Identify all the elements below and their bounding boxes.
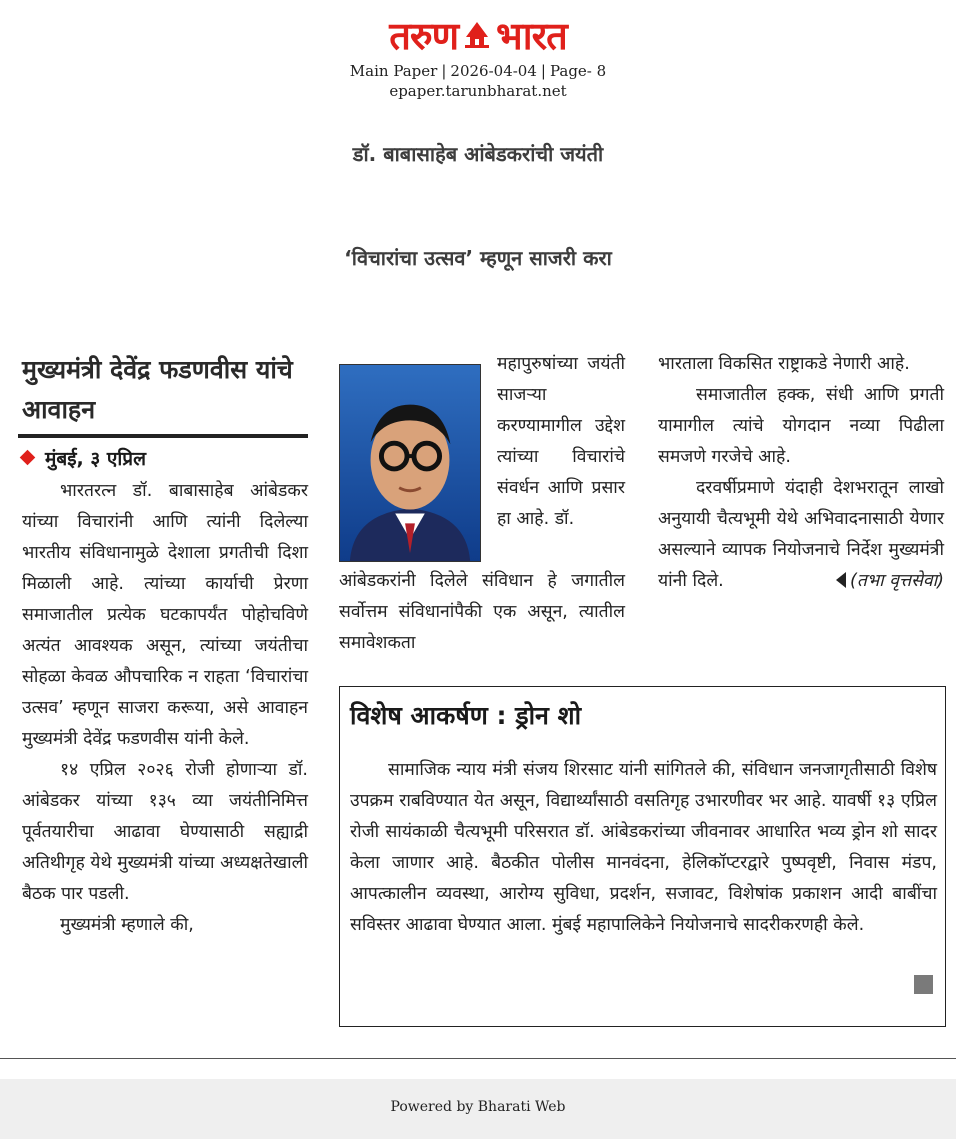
article-column-1 [22,476,308,941]
paragraph: भारताला विकसित राष्ट्राकडे नेणारी आहे. [658,354,910,374]
headline-line-1: डॉ. बाबासाहेब आंबेडकरांची जयंती [352,142,604,166]
article-column-3 [658,349,944,597]
credit-text: (तभा वृत्तसेवा) [850,571,944,591]
article-column-2-top: महापुरुषांच्या जयंती साजऱ्या करण्यामागील उद्देश त्यांच्या विचारांचे संवर्धन आणि प्रसार हा आहे. डॉ. [497,354,625,529]
article-column-2-bottom: आंबेडकरांनी दिलेले संविधान हे जगातील सर्वोत्तम संविधानांपैकी एक असून, त्यातील समावेशकता [339,571,625,653]
paragraph: सामाजिक न्याय मंत्री संजय शिरसाट यांनी सांगितले की, संविधान जनजागृतीसाठी विशेष उपक्रम राबविण्यात येत असून, विद्यार्थ्यांसाठी वसतिगृह उभारणीवर भर आहे. यावर्षी १३ एप्रिल रोजी सायंकाळी चैत्यभूमी परिसरात डॉ. आंबेडकरांच्या जीवनावर आधारित भव्य ड्रोन शो सादर केला जाणार आहे. बैठकीत पोलीस मानवंदना, हेलिकॉप्टरद्वारे पुष्पवृष्टी, निवास मंडप, आपत्कालीन व्यवस्था, आरोग्य सुविधा, प्रदर्शन, सजावट, विशेषांक प्रकाशन आदी बाबींचा सविस्तर आढावा घेण्यात आला. मुंबई महापालिकेने नियोजनाचे सादरीकरणही केले. [350,760,937,935]
paragraph: समाजातील हक्क, संधी आणि प्रगती यामागील त्यांचे योगदान नव्या पिढीला समजणे गरजेचे आहे. [658,385,944,467]
paragraph: मुख्यमंत्री म्हणाले की, [60,915,194,935]
masthead [0,14,956,100]
triangle-left-icon [836,572,846,588]
footer [0,1079,956,1139]
edition-name: Main Paper [349,62,438,80]
page-divider [0,1058,956,1059]
edition-date: 2026-04-04 [450,62,537,80]
dateline [22,445,146,473]
sidebar-box [339,686,946,1027]
newspaper-logo[interactable] [389,14,567,58]
square-end-icon [914,975,933,994]
subheadline: मुख्यमंत्री देवेंद्र फडणवीस यांचे आवाहन [22,355,293,424]
headline-line-2: ‘विचारांचा उत्सव’ म्हणून साजरी करा [344,246,612,270]
paragraph: भारतरत्न डॉ. बाबासाहेब आंबेडकर यांच्या विचारांनी आणि त्यांनी दिलेल्या भारतीय संविधानामुळे देशाला प्रगतीची दिशा मिळाली आहे. त्यांच्या कार्याची प्रेरणा समाजातील प्रत्येक घटकापर्यंत पोहोचविणे अत्यंत आवश्यक असून, त्यांच्या जयंतीचा सोहळा केवळ औपचारिक न राहता ‘विचारांचा उत्सव’ म्हणून साजरा करूया, असे आवाहन मुख्यमंत्री देवेंद्र फडणवीस यांनी केले. [22,481,308,749]
site-url[interactable]: epaper.tarunbharat.net [389,82,567,100]
paragraph: १४ एप्रिल २०२६ रोजी होणाऱ्या डॉ. आंबेडकर यांच्या १३५ व्या जयंतीनिमित्त पूर्वतयारीचा आढावा घेण्यासाठी सह्याद्री अतिथीगृह येथे मुख्यमंत्री यांच्या अध्यक्षतेखाली बैठक पार पडली. [22,760,308,904]
page-number: Page- 8 [549,62,607,80]
temple-emblem-icon [462,19,492,53]
paragraph: दरवर्षीप्रमाणे यंदाही देशभरातून लाखो अनुयायी चैत्यभूमी येथे अभिवादनासाठी येणार असल्याने व्यापक नियोजनाचे निर्देश मुख्यमंत्री यांनी दिले. [658,478,944,591]
sidebar-box-title: विशेष आकर्षण : ड्रोन शो [350,701,582,730]
footer-text[interactable]: Powered by Bharati Web [390,1099,566,1115]
sidebar-box-body [350,755,937,941]
subheadline-rule [18,434,308,438]
logo-word-left: तरुण [389,14,459,58]
dateline-text: मुंबई, ३ एप्रिल [45,448,146,470]
logo-word-right: भारत [496,14,567,58]
diamond-icon [20,450,36,466]
edition-info: Main Paper | 2026-04-04 | Page- 8 [349,62,607,80]
portrait-photo [339,364,481,562]
